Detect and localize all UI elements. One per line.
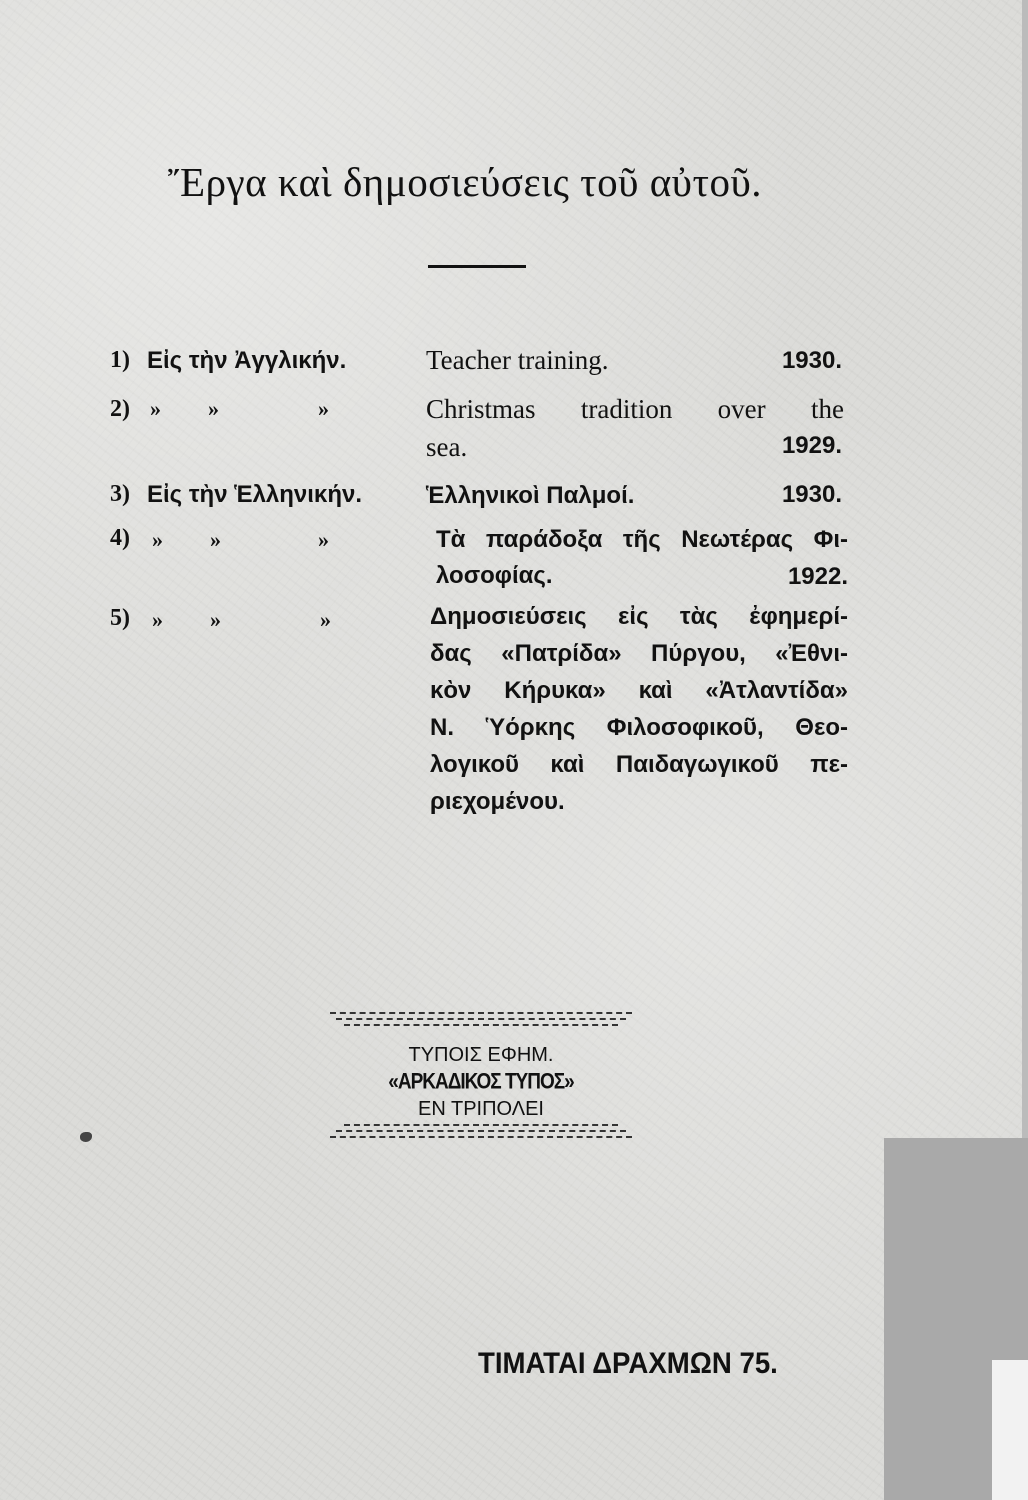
entry-2-ditto-2: » [208,396,219,421]
entry-2-ditto-3: » [318,396,329,421]
entry-1-language: Εἰς τὴν Ἀγγλικήν. [147,347,347,374]
entry-3-work-line: Ἑλληνικοὶ Παλμοί. [426,482,635,509]
entry-5-work-line-3: κὸν Κήρυκα» καὶ «Ἀτλαντίδα» [430,677,848,704]
entry-2-year: 1929. [781,432,842,459]
entry-5-work-line-2: δας «Πατρίδα» Πύργου, «Ἐθνι- [430,640,848,667]
imprint-line-1: ΤΥΠΟΙΣ ΕΦΗΜ. [408,1044,554,1066]
entry-5-work-line-4: Ν. Ὑόρκης Φιλοσοφικοῦ, Θεο- [430,714,848,741]
imprint-dash-bottom-3 [330,1136,632,1138]
entry-5-ditto-3: » [320,607,331,632]
entry-5-work [430,598,848,820]
page-title: Ἔργα καὶ δημοσιεύσεις τοῦ αὐτοῦ. [168,159,763,205]
entry-5-ditto-1: » [152,607,163,632]
scan-gray-tab [884,1138,1028,1500]
entry-4-year: 1922. [787,563,848,590]
entry-1-year: 1930. [781,347,842,374]
entry-1-work-line: Teacher training. [426,345,609,375]
entry-3-language: Εἰς τὴν Ἑλληνικήν. [147,481,362,508]
imprint-line-3: ΕΝ ΤΡΙΠΟΛΕΙ [418,1098,544,1120]
entry-1-number: 1) [110,347,130,373]
entry-5-work-line-5: λογικοῦ καὶ Παιδαγωγικοῦ πε- [430,751,848,778]
entry-5-work-line-1: Δημοσιεύσεις εἰς τὰς ἐφημερί- [430,603,848,630]
entry-4-work [436,522,848,594]
entry-4-work-line-2: λοσοφίας. [436,562,553,589]
scan-white-notch [992,1360,1028,1500]
entry-4-ditto-1: » [152,527,163,552]
entry-5-number: 5) [110,605,130,631]
imprint-line-2: «ΑΡΚΑΔΙΚΟΣ ΤΥΠΟΣ» [388,1070,574,1095]
entry-5-work-line-6: ριεχομένου. [430,788,565,815]
ink-speck [80,1132,92,1142]
price-line: ΤΙΜΑΤΑΙ ΔΡΑΧΜΩΝ 75. [478,1347,778,1380]
imprint-dash-top-1 [330,1012,632,1014]
entry-2-ditto-1: » [150,396,161,421]
entry-2-number: 2) [110,396,130,422]
entry-5-ditto-2: » [210,607,221,632]
entry-4-ditto-2: » [210,527,221,552]
entry-4-ditto-3: » [318,527,329,552]
entry-2-work-line-1: Christmas tradition over the [426,394,844,424]
entry-3-number: 3) [110,481,130,507]
imprint-dash-top-3 [344,1024,618,1026]
imprint-dash-top-2 [336,1018,626,1020]
printer-imprint [330,1012,632,1144]
imprint-dash-bottom-2 [336,1130,626,1132]
entry-2-work-line-2: sea. [426,432,468,462]
imprint-dash-bottom-1 [344,1124,618,1126]
entry-4-work-line-1: Τὰ παράδοξα τῆς Νεωτέρας Φι- [436,526,848,553]
entry-4-number: 4) [110,525,130,551]
entry-3-year: 1930. [781,481,842,508]
title-rule [428,265,526,268]
